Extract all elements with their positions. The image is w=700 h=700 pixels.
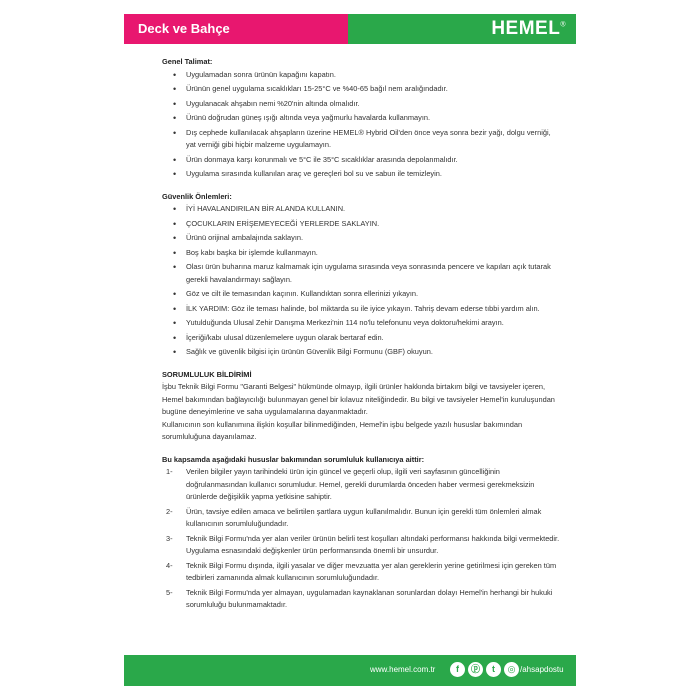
list-item: 1- Verilen bilgiler yayın tarihindeki ürün için güncel ve geçerli olup, ilgili veri sayfasının güncelliğinin doğrulanmasından kullanıcı sorumludur. Hemel, gerekli durumlarda önceden haber vermesi gerekmeksizin ürünlerde değişiklik yapma yetkisine sahiptir. — [166, 467, 535, 501]
list-item: • İYİ HAVALANDIRILAN BİR ALANDA KULLANIN. — [186, 203, 562, 216]
list-item: • Uygulanacak ahşabın nemi %20'nin altında olmalıdır. — [186, 98, 562, 111]
liability-paragraph-2: Kullanıcının son kullanımına ilişkin koşullar bilinmediğinden, Hemel'in işbu belgede yazılı hususlar bakımından sorumluluğuna dayanılamaz. — [162, 419, 523, 441]
list-item: • Boş kabı başka bir işlemde kullanmayın. — [186, 247, 562, 260]
website-link[interactable]: www.hemel.com.tr — [370, 665, 436, 674]
liability-title: SORUMLULUK BİLDİRİMİ — [162, 369, 252, 379]
list-item: • Ürün donmaya karşı korunmalı ve 5°C ile 35°C sıcaklıklar arasında depolanmalıdır. — [186, 154, 562, 167]
list-item: • İLK YARDIM: Göz ile teması halinde, bol miktarda su ile iyice yıkayın. Tahriş devam ederse tıbbi yardım alın. — [186, 303, 562, 316]
safety-title: Güvenlik Önlemleri: — [162, 191, 232, 201]
twitter-icon[interactable]: t — [486, 662, 501, 677]
list-item: • ÇOCUKLARIN ERİŞEMEYECEĞİ YERLERDE SAKLAYIN. — [186, 218, 562, 231]
list-item: 3- Teknik Bilgi Formu'nda yer alan veriler ürünün belirli test koşulları altındaki performansı hakkında bilgi vermektedir. Uygulama esnasındaki değişkenler ürün performansında önemli bir unsurdur. — [166, 533, 560, 555]
list-item: • Uygulama sırasında kullanılan araç ve gereçleri bol su ve sabun ile temizleyin. — [186, 168, 562, 181]
list-item: • Dış cephede kullanılacak ahşapların üzerine HEMEL® Hybrid Oil'den önce veya sonra bezir yağı, dolgu verniği, yat verniği gibi hiçbir malzeme uygulamayın. — [186, 127, 562, 152]
document-body — [162, 56, 562, 614]
list-item: • Ürünü orijinal ambalajında saklayın. — [186, 232, 562, 245]
list-item: • Uygulamadan sonra ürünün kapağını kapatın. — [186, 69, 562, 82]
pinterest-icon[interactable]: ⓟ — [468, 662, 483, 677]
list-item: • İçeriği/kabı ulusal düzenlemelere uygun olarak bertaraf edin. — [186, 332, 562, 345]
header-bar — [124, 14, 576, 44]
safety-list — [162, 203, 562, 359]
list-item: • Sağlık ve güvenlik bilgisi için ürünün Güvenlik Bilgi Formunu (GBF) okuyun. — [186, 346, 562, 359]
list-item: • Ürünü doğrudan güneş ışığı altında veya yağmurlu havalarda kullanmayın. — [186, 112, 562, 125]
facebook-icon[interactable]: f — [450, 662, 465, 677]
hemel-logo: HEMEL® — [491, 18, 566, 39]
social-handle: /ahsapdostu — [520, 665, 564, 674]
document-page — [124, 14, 576, 686]
general-instructions-list — [162, 69, 562, 181]
liability-list — [162, 466, 562, 612]
list-item: • Olası ürün buharına maruz kalmamak için uygulama sırasında veya sonrasında pencere ve kapıları açık tutarak gerekli havalandırmayı sağlayın. — [186, 261, 562, 286]
liability-paragraph-1: İşbu Teknik Bilgi Formu "Garanti Belgesi" hükmünde olmayıp, ilgili ürünler hakkında birtakım bilgi ve tavsiyeler içeren, Hemel bakımından bağlayıcılığı bulunmayan genel bir kılavuz niteliğindedir. Bu bilgi ve tavsiyeler Hemel'in kuruluşundan bugüne deneyimlerine ve saha uygulamalarına dayanmaktadır. — [162, 382, 555, 416]
instagram-icon[interactable]: ◎ — [504, 662, 519, 677]
general-instructions-title: Genel Talimat: — [162, 57, 213, 66]
liability-subtitle: Bu kapsamda aşağıdaki hususlar bakımından sorumluluk kullanıcıya aittir: — [162, 454, 425, 464]
list-item: • Yutulduğunda Ulusal Zehir Danışma Merkezi'nin 114 no'lu telefonunu veya doktoru/hekimi arayın. — [186, 317, 562, 330]
header-title: Deck ve Bahçe — [124, 14, 348, 44]
list-item: • Ürünün genel uygulama sıcaklıkları 15-25°C ve %40-65 bağıl nem aralığındadır. — [186, 83, 562, 96]
list-item: 4- Teknik Bilgi Formu dışında, ilgili yasalar ve diğer mevzuatta yer alan gereklerin yerine getirilmesi için gereken tüm tedbirleri zamanında almak kullanıcının sorumluluğundadır. — [166, 560, 557, 582]
list-item: • Göz ve cilt ile temasından kaçının. Kullandıktan sonra ellerinizi yıkayın. — [186, 288, 562, 301]
list-item: 5- Teknik Bilgi Formu'nda yer almayan, uygulamadan kaynaklanan sorunlardan dolayı Hemel'in herhangi bir hukuki sorumluluğu bulunmamaktadır. — [166, 587, 553, 609]
header-brand-area — [348, 14, 576, 44]
list-item: 2- Ürün, tavsiye edilen amaca ve belirtilen şartlara uygun kullanılmalıdır. Bunun için gerekli tüm önlemleri almak kullanıcının sorumluluğundadır. — [166, 506, 542, 528]
footer-bar — [124, 655, 576, 686]
